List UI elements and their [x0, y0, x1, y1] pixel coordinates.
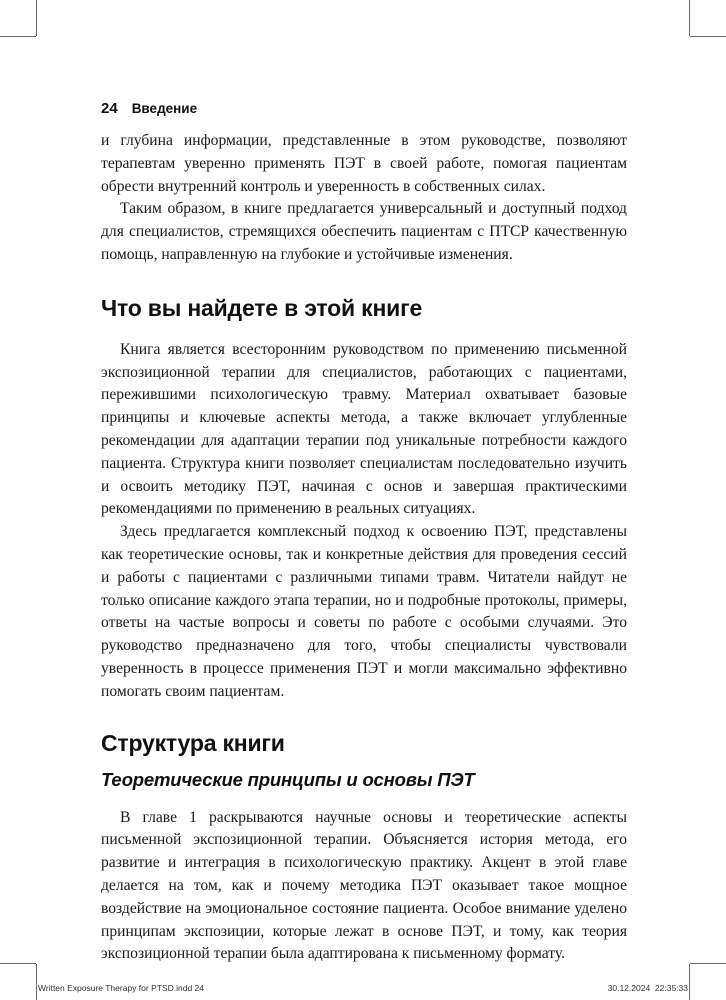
crop-mark — [0, 36, 36, 37]
crop-mark — [690, 36, 726, 37]
heading-what-you-find: Что вы найдете в этой книге — [101, 294, 423, 321]
paragraph-2: Таким образом, в книге предлагается универсальный и доступный подход для специалистов, стремящихся обеспечить пациентам с ПТСР качественную помощь, направленную на глубокие и устойчивые изменения. — [101, 200, 627, 263]
crop-mark — [689, 964, 690, 1000]
footer-date — [608, 983, 688, 993]
page-number: 24 — [101, 100, 118, 117]
footer-time-value: 22:35:33 — [654, 983, 688, 993]
page-body — [101, 130, 627, 966]
crop-mark — [690, 963, 726, 964]
section-title: Введение — [131, 101, 198, 116]
crop-mark — [36, 964, 37, 1000]
running-head — [101, 100, 197, 117]
paragraph-1: и глубина информации, представленные в этом руководстве, позволяют терапевтам уверенно применять ПЭТ в своей работе, помогая пациентам обрести внутренний контроль и уверенность в собственных силах. — [101, 132, 627, 195]
footer-date-value: 30.12.2024 — [607, 983, 651, 993]
paragraph-4: Здесь предлагается комплексный подход к освоению ПЭТ, представлены как теоретические основы, так и конкретные действия для проведения сессий и работы с пациентами с различными типами травм. Читатели найдут не только описание каждого этапа терапии, но и подробные протоколы, примеры, ответы на частые вопросы и советы по работе с особыми случаями. Это руководство предназначено для того, чтобы специалисты чувствовали уверенность в процессе применения ПЭТ и могли максимально эффективно помогать своим пациентам. — [101, 523, 627, 700]
footer-file: Written Exposure Therapy for PTSD.indd 24 — [38, 983, 204, 993]
crop-mark — [689, 0, 690, 36]
heading-theory: Теоретические принципы и основы ПЭТ — [101, 768, 475, 790]
paragraph-3: Книга является всесторонним руководством по применению письменной экспозиционной терапии для специалистов, работающих с пациентами, пережившими психологическую травму. Материал охватывает базовые принципы и ключевые аспекты метода, а также включает углубленные рекомендации для адаптации терапии под уникальные потребности каждого пациента. Структура книги позволяет специалистам последовательно изучить и освоить методику ПЭТ, начиная с основ и завершая практическими рекомендациями по применению в реальных ситуациях. — [101, 340, 627, 518]
paragraph-5: В главе 1 раскрываются научные основы и теоретические аспекты письменной экспозиционной терапии. Объясняется история метода, его развитие и интеграция в психологическую практику. Акцент в этой главе делается на том, как и почему методика ПЭТ оказывает такое мощное воздействие на эмоциональное состояние пациента. Особое внимание уделено принципам экспозиции, которые лежат в основе ПЭТ, и тому, как теория экспозиционной терапии была адаптирована к письменному формату. — [101, 808, 627, 963]
heading-book-structure: Структура книги — [101, 729, 285, 756]
crop-mark — [36, 0, 37, 36]
crop-mark — [0, 963, 36, 964]
